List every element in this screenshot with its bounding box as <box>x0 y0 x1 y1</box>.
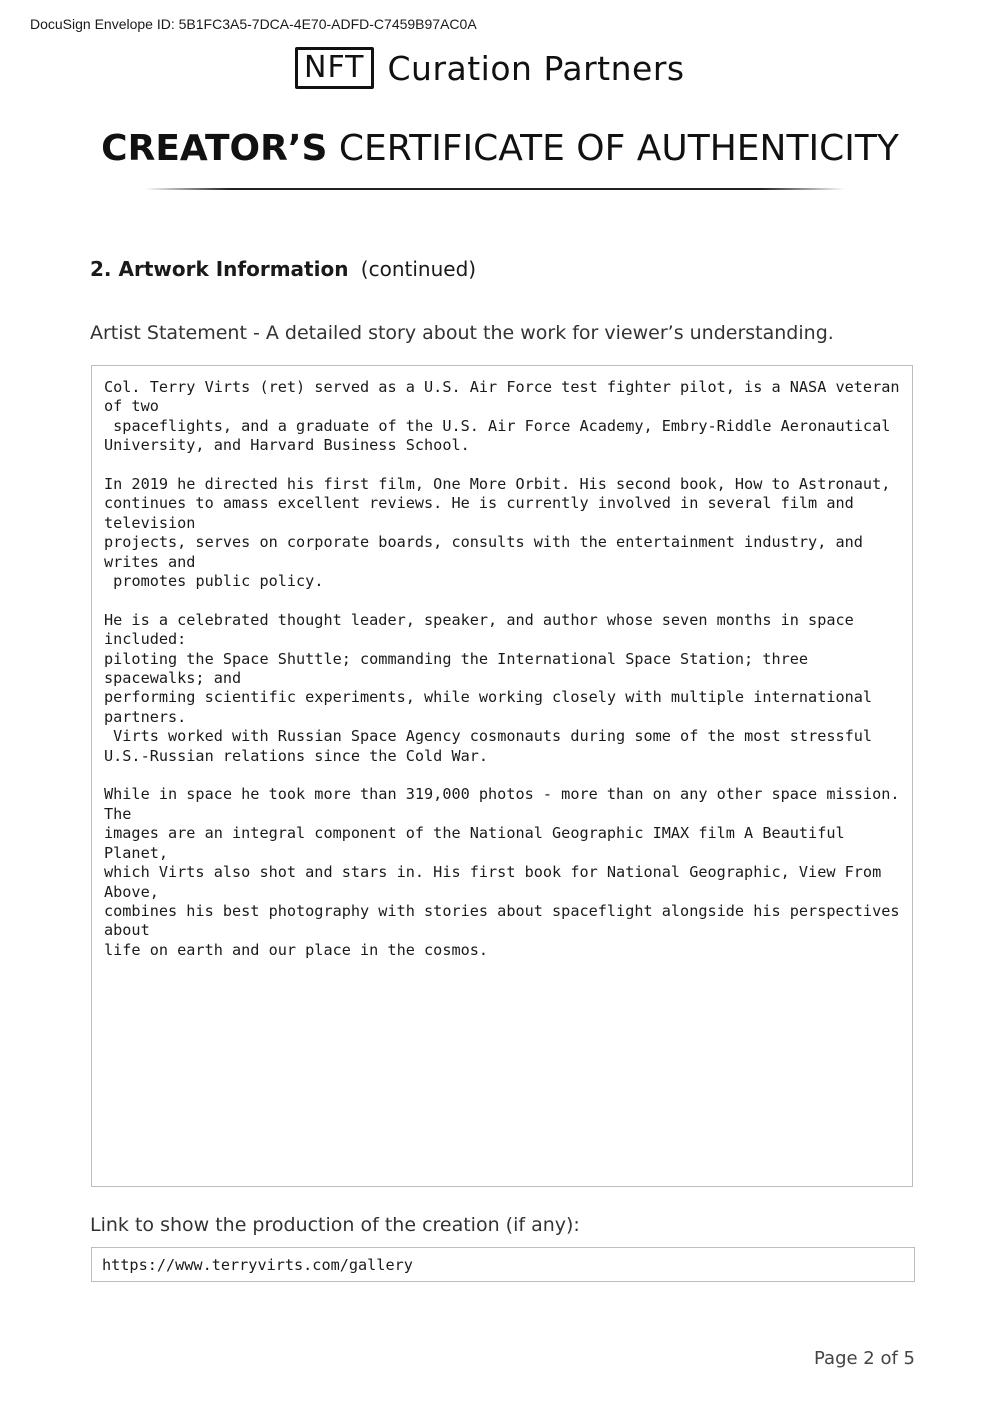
title-bold: CREATOR’S <box>101 128 328 169</box>
title-rest: CERTIFICATE OF AUTHENTICITY <box>338 128 899 169</box>
section-continued: (continued) <box>360 257 477 281</box>
page-number: Page 2 of 5 <box>814 1348 915 1369</box>
logo-text: Curation Partners <box>387 48 685 88</box>
production-link-label: Link to show the production of the creation (if any): <box>90 1214 580 1236</box>
title-divider <box>145 188 845 190</box>
section-heading <box>90 257 476 281</box>
statement-paragraph: Col. Terry Virts (ret) served as a U.S. Air Force test fighter pilot, is a NASA veteran of two spaceflights, and a graduate of the U.S. Air Force Academy, Embry-Riddle Aeronautical University, and Harvard Business School. <box>104 378 900 455</box>
logo-nft-box: NFT <box>295 47 374 89</box>
docusign-envelope-id: DocuSign Envelope ID: 5B1FC3A5-7DCA-4E70-ADFD-C7459B97AC0A <box>30 16 477 32</box>
production-link-field[interactable]: https://www.terryvirts.com/gallery <box>91 1247 915 1282</box>
statement-paragraph: In 2019 he directed his first film, One More Orbit. His second book, How to Astronaut, continues to amass excellent reviews. He is currently involved in several film and television projects, serves on corporate boards, consults with the entertainment industry, and writes and promotes public policy. <box>104 475 891 591</box>
artist-statement-field[interactable] <box>91 365 913 1187</box>
statement-paragraph: While in space he took more than 319,000 photos - more than on any other space mission. The images are an integral component of the National Geographic IMAX film A Beautiful Planet, which Virts also shot and stars in. His first book for National Geographic, View From Above, combines his best photography with stories about spaceflight alongside his perspectives about life on earth and our place in the cosmos. <box>104 785 900 959</box>
artist-statement-label: Artist Statement - A detailed story about the work for viewer’s understanding. <box>90 322 834 344</box>
certificate-title <box>0 128 1000 169</box>
section-title: 2. Artwork Information <box>90 257 349 281</box>
nft-curation-partners-logo <box>295 47 685 89</box>
statement-paragraph: He is a celebrated thought leader, speaker, and author whose seven months in space included: piloting the Space Shuttle; commanding the International Space Station; three spacewalks; and performing scientific experiments, while working closely with multiple international partners. Virts worked with Russian Space Agency cosmonauts during some of the most stressful U.S.-Russian relations since the Cold War. <box>104 610 873 765</box>
